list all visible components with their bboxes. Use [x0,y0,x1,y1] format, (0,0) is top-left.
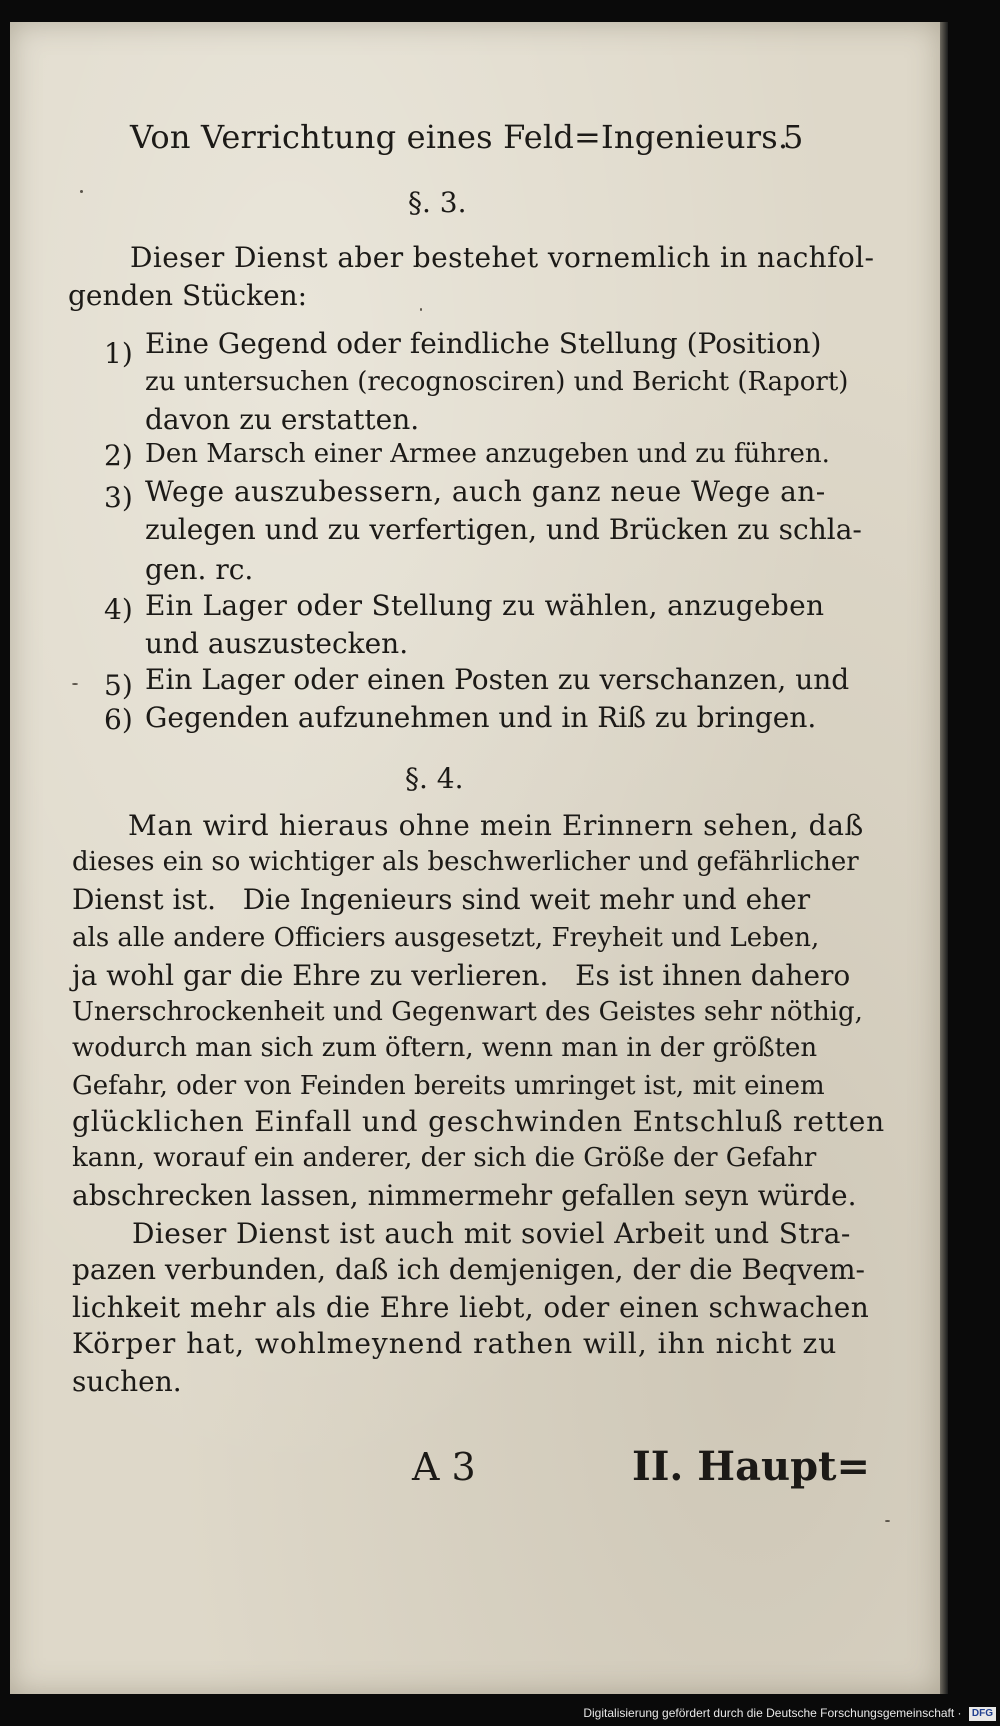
running-header: Von Verrichtung eines Feld=Ingenieurs. [130,118,789,156]
list-item-line: Wege auszubessern, auch ganz neue Wege an- [145,475,826,508]
paragraph-line: dieses ein so wichtiger als beschwerlicher und gefährlicher [72,847,859,877]
paper-speck [72,683,78,685]
paragraph-line: lichkeit mehr als die Ehre liebt, oder einen schwachen [72,1291,870,1324]
list-item-number: 6) [104,703,133,736]
paragraph-line: Dienst ist. Die Ingenieurs sind weit mehr und eher [72,883,811,916]
paper-speck [80,190,83,193]
list-item-line: Ein Lager oder einen Posten zu verschanzen, und [145,663,850,696]
list-item-number: 4) [104,593,133,626]
page-number: 5 [783,118,804,156]
list-item-number: 1) [104,337,133,370]
list-item-line: zu untersuchen (recognosciren) und Bericht (Raport) [145,367,849,397]
paragraph-line: kann, worauf ein anderer, der sich die Größe der Gefahr [72,1143,817,1173]
paragraph-line: abschrecken lassen, nimmermehr gefallen seyn würde. [72,1179,857,1212]
signature-mark: A 3 [412,1445,476,1489]
list-item-line: Gegenden aufzunehmen und in Riß zu bringen. [145,701,817,734]
text-line: genden Stücken: [68,279,308,312]
paper-speck [420,308,422,311]
paragraph-line: als alle andere Officiers ausgesetzt, Freyheit und Leben, [72,923,820,953]
page-edge-shadow [940,22,948,1694]
section-heading-4: §. 4. [405,762,464,795]
text-line: Dieser Dienst aber bestehet vornemlich in nachfol- [130,241,875,274]
list-item-line: Ein Lager oder Stellung zu wählen, anzugeben [145,589,825,622]
list-item-line: Eine Gegend oder feindliche Stellung (Position) [145,327,822,360]
digitization-credit-text: Digitalisierung gefördert durch die Deutsche Forschungsgemeinschaft · [583,1706,962,1720]
paragraph-line: Körper hat, wohlmeynend rathen will, ihn nicht zu [72,1327,838,1360]
digitization-credit-bar [470,1701,1000,1726]
dfg-logo: DFG [969,1707,996,1721]
paragraph-line: wodurch man sich zum öftern, wenn man in der größten [72,1033,818,1063]
list-item-number: 3) [104,481,133,514]
list-item-line: gen. rc. [145,553,254,586]
list-item-number: 5) [104,669,133,702]
paragraph-line: Man wird hieraus ohne mein Erinnern sehen, daß [128,809,864,842]
paragraph-line: glücklichen Einfall und geschwinden Entschluß retten [72,1105,885,1138]
list-item-line: davon zu erstatten. [145,403,420,436]
list-item-line: Den Marsch einer Armee anzugeben und zu führen. [145,439,830,469]
list-item-line: zulegen und zu verfertigen, und Brücken zu schla- [145,513,862,546]
paragraph-line: pazen verbunden, daß ich demjenigen, der die Beqvem- [72,1253,865,1286]
paragraph-line: Dieser Dienst ist auch mit soviel Arbeit und Stra- [132,1217,851,1250]
catchword: II. Haupt= [632,1443,871,1490]
paragraph-line: Unerschrockenheit und Gegenwart des Geistes sehr nöthig, [72,997,863,1027]
section-heading-3: §. 3. [408,186,467,219]
list-item-line: und auszustecken. [145,627,409,660]
paragraph-line: suchen. [72,1365,182,1398]
paper-speck [885,1520,890,1522]
list-item-number: 2) [104,439,133,472]
paragraph-line: ja wohl gar die Ehre zu verlieren. Es ist ihnen dahero [72,959,851,992]
paragraph-line: Gefahr, oder von Feinden bereits umringet ist, mit einem [72,1071,825,1101]
